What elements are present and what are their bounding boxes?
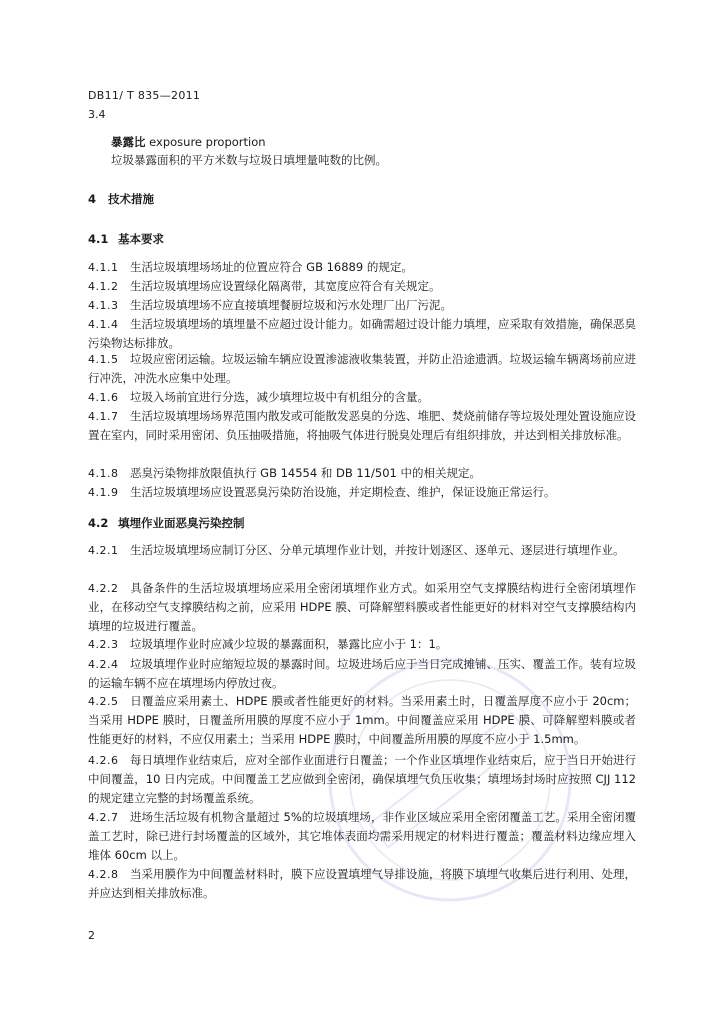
clause-text: 恶臭污染物排放限值执行 GB 14554 和 DB 11/501 中的相关规定。 [130,466,482,480]
clause-number: 4.1.6 [88,391,119,404]
section-4-2-title: 填埋作业面恶臭污染控制 [118,516,245,530]
clause-number: 4.1.5 [88,353,119,366]
term-definition: 垃圾暴露面积的平方米数与垃圾日填埋量吨数的比例。 [111,153,387,167]
clause [88,258,636,277]
clause [88,751,636,809]
clause-text: 生活垃圾填埋场应设置恶臭污染防治设施，并定期检查、维护，保证设施正常运行。 [130,485,556,499]
clause-text: 进场生活垃圾有机物含量超过 5%的垃圾填埋场，非作业区域应采用全密闭覆盖工艺。采用全密闭覆盖工艺时，除已进行封场覆盖的区域外，其它堆体表面均需采用规定的材料进行覆盖；覆盖材料边缘应埋入堆体 60cm 以上。 [88,810,636,863]
clause-text: 垃圾填埋作业时应缩短垃圾的暴露时间。垃圾进场后应于当日完成摊铺、压实、覆盖工作。装有垃圾的运输车辆不应在填埋场内停放过夜。 [88,657,636,691]
term-heading [111,134,266,150]
clause-number: 4.1.9 [88,486,119,499]
clause [88,808,636,866]
clause [88,296,636,315]
clause-number: 4.1.4 [88,318,119,331]
clause [88,464,636,483]
clause-number: 4.1.8 [88,467,119,480]
section-4-1-heading [88,231,164,247]
clause [88,865,636,903]
clause-text: 每日填埋作业结束后，应对全部作业面进行日覆盖；一个作业区填埋作业结束后，应于当日开始进行中间覆盖，10 日内完成。中间覆盖工艺应做到全密闭，确保填埋气负压收集；填埋场封场时应按照 CJJ 112 的规定建立完整的封场覆盖系统。 [88,753,636,806]
clause [88,655,636,693]
clause-number: 4.1.3 [88,299,119,312]
clause-text: 生活垃圾填埋场场址的位置应符合 GB 16889 的规定。 [130,260,413,274]
clause-number: 4.2.1 [88,544,119,557]
clause-text: 生活垃圾填埋场不应直接填埋餐厨垃圾和污水处理厂出厂污泥。 [130,298,452,312]
clause-number: 4.2.4 [88,658,119,671]
clause-text: 生活垃圾填埋场的填埋量不应超过设计能力。如确需超过设计能力填埋，应采取有效措施，确保恶臭污染物达标排放。 [88,317,636,351]
clause-text: 生活垃圾填埋场应设置绿化隔离带，其宽度应符合有关规定。 [130,279,441,293]
clause [88,350,636,388]
clause-number: 4.2.2 [88,582,119,595]
clause-number: 4.2.5 [88,695,119,708]
clause-text: 垃圾入场前宜进行分选，减少填埋垃圾中有机组分的含量。 [130,390,429,404]
section-4-2-heading [88,515,245,531]
section-4-heading [88,191,154,207]
term-name-en: exposure proportion [149,135,266,149]
term-name-cn: 暴露比 [111,135,146,149]
clause [88,541,636,560]
section-4-title: 技术措施 [108,192,154,206]
clause-number: 4.1.1 [88,261,119,274]
standard-number: DB11/ T 835—2011 [88,89,201,102]
clause-text: 垃圾应密闭运输。垃圾运输车辆应设置渗滤液收集装置，并防止沿途遗洒。垃圾运输车辆离场前应进行冲洗，冲洗水应集中处理。 [88,352,636,386]
clause [88,277,636,296]
clause [88,315,636,353]
section-4-number: 4 [88,192,97,206]
clause-number: 4.2.7 [88,811,119,824]
clause [88,407,636,445]
page-number: 2 [88,929,95,942]
clause-number: 4.1.2 [88,280,119,293]
clause [88,692,636,750]
section-4-1-number: 4.1 [88,232,109,246]
clause-text: 生活垃圾填埋场应制订分区、分单元填埋作业计划，并按计划逐区、逐单元、逐层进行填埋作业。 [130,543,625,557]
clause-number: 4.1.7 [88,410,119,423]
clause [88,579,636,637]
section-4-1-title: 基本要求 [118,232,164,246]
clause-number: 4.2.6 [88,754,119,767]
clause-text: 生活垃圾填埋场场界范围内散发或可能散发恶臭的分选、堆肥、焚烧前储存等垃圾处理处置设施应设置在室内，同时采用密闭、负压抽吸措施，将抽吸气体进行脱臭处理后有组织排放，并达到相关排放标准。 [88,409,636,443]
clause-text: 具备条件的生活垃圾填埋场应采用全密闭填埋作业方式。如采用空气支撑膜结构进行全密闭填埋作业，在移动空气支撑膜结构之前，应采用 HDPE 膜、可降解塑料膜或者性能更好的材料对空气支撑膜结构内填埋的垃圾进行覆盖。 [88,581,636,634]
clause-number: 4.2.8 [88,868,119,881]
clause-text: 日覆盖应采用素土、HDPE 膜或者性能更好的材料。当采用素土时，日覆盖厚度不应小于 20cm；当采用 HDPE 膜时，日覆盖所用膜的厚度不应小于 1mm。中间覆盖应采用 HDPE 膜、可降解塑料膜或者性能更好的材料，不应仅用素土；当采用 HDPE 膜时，中间覆盖所用膜的厚度不应小于 1.5mm。 [88,694,636,747]
clause-text: 当采用膜作为中间覆盖材料时，膜下应设置填埋气导排设施，将膜下填埋气收集后进行利用、处理，并应达到相关排放标准。 [88,867,636,901]
clause-text: 垃圾填埋作业时应减少垃圾的暴露面积，暴露比应小于 1：1。 [130,637,448,651]
clause-number: 4.2.3 [88,638,119,651]
term-number: 3.4 [88,108,106,121]
section-4-2-number: 4.2 [88,516,109,530]
clause [88,388,636,407]
clause [88,635,636,654]
clause [88,483,636,502]
